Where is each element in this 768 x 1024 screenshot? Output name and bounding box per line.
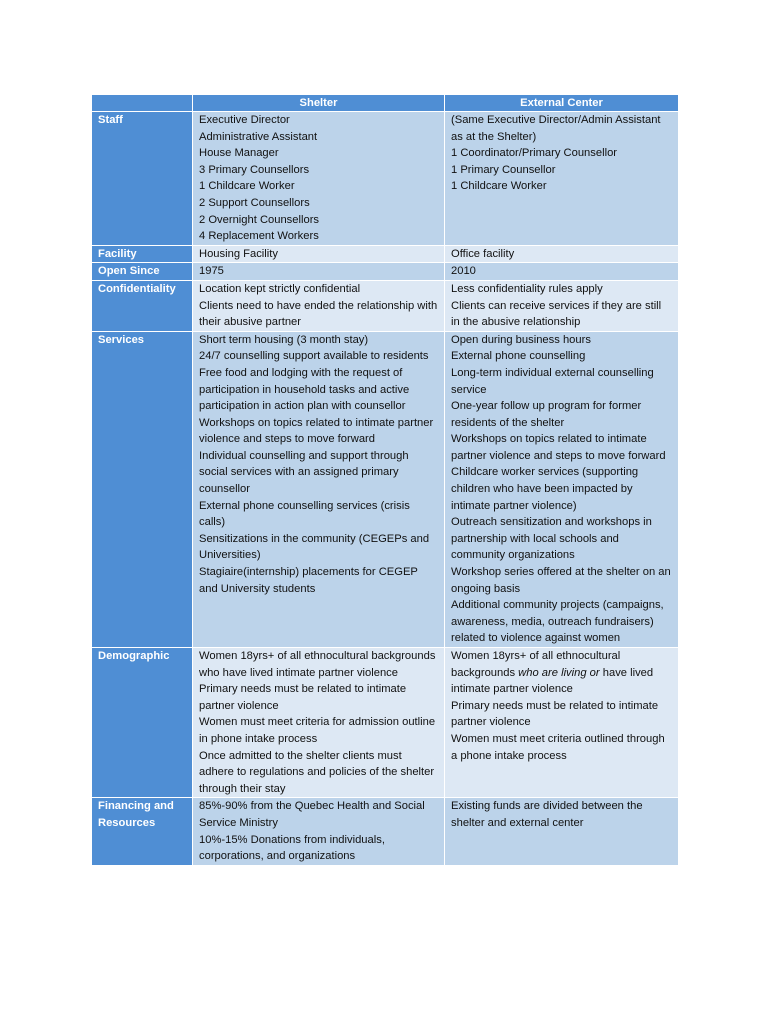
table-row-services	[92, 331, 679, 647]
cell-line: 2010	[451, 265, 476, 278]
table-row-open-since	[92, 263, 679, 281]
shelter-cell	[193, 112, 445, 246]
row-label: Confidentiality	[92, 280, 193, 331]
cell-line: Childcare worker services (supporting children who have been impacted by intimate partner violence)	[451, 466, 639, 512]
cell-line: Primary needs must be related to intimate partner violence	[451, 699, 659, 729]
external-cell	[445, 280, 679, 331]
table-row-financing	[92, 798, 679, 865]
cell-line: External phone counselling	[451, 350, 586, 363]
external-center-header: External Center	[445, 95, 679, 112]
cell-line: Once admitted to the shelter clients must adhere to regulations and policies of the shelter through their stay	[199, 749, 435, 795]
cell-line: Executive Director	[199, 114, 290, 126]
cell-line: House Manager	[199, 147, 279, 160]
table-row-demographic	[92, 648, 679, 798]
corner-header	[92, 95, 193, 112]
cell-text-italic: who are living or	[518, 666, 600, 679]
cell-line: Workshop series offered at the shelter on an ongoing basis	[451, 566, 671, 595]
cell-line: External phone counselling services (crisis calls)	[199, 499, 410, 529]
external-cell	[445, 112, 679, 246]
cell-line: Office facility	[451, 247, 515, 260]
cell-line	[451, 648, 672, 698]
table-row-staff	[92, 112, 679, 246]
cell-text: have lived intimate partner violence	[451, 666, 654, 696]
cell-line: Short term housing (3 month stay)	[199, 333, 369, 346]
shelter-cell	[193, 648, 445, 798]
cell-line: Administrative Assistant	[199, 130, 318, 143]
shelter-cell	[193, 263, 445, 281]
cell-line: Sensitizations in the community (CEGEPs and Universities)	[199, 532, 430, 562]
cell-line: Location kept strictly confidential	[199, 282, 361, 295]
cell-line: One-year follow up program for former residents of the shelter	[451, 400, 642, 429]
cell-line: 3 Primary Counsellors	[199, 163, 310, 176]
cell-line: Women 18yrs+ of all ethnocultural backgrounds who have lived intimate partner violence	[199, 650, 436, 679]
row-label: Financing and Resources	[92, 798, 193, 865]
table-row-confidentiality	[92, 280, 679, 331]
cell-line: Women must meet criteria for admission outline in phone intake process	[199, 716, 436, 745]
cell-line: Women must meet criteria outlined through a phone intake process	[451, 732, 665, 762]
external-cell	[445, 648, 679, 798]
external-cell	[445, 245, 679, 263]
row-label: Demographic	[92, 648, 193, 798]
comparison-table	[91, 94, 679, 866]
cell-line: Outreach sensitization and workshops in partnership with local schools and community organizations	[451, 516, 652, 562]
cell-text: Women 18yrs+ of all ethnocultural backgrounds	[451, 650, 621, 679]
cell-line: Workshops on topics related to intimate partner violence and steps to move forward	[199, 416, 434, 446]
cell-line: 2 Support Counsellors	[199, 196, 310, 209]
cell-line: 1975	[199, 265, 224, 278]
row-label: Facility	[92, 245, 193, 263]
cell-line: (Same Executive Director/Admin Assistant as at the Shelter)	[451, 114, 661, 143]
cell-line: 24/7 counselling support available to residents	[199, 350, 429, 363]
cell-line: Clients can receive services if they are still in the abusive relationship	[451, 299, 662, 329]
cell-line: 1 Childcare Worker	[451, 180, 547, 193]
cell-line: Long-term individual external counselling service	[451, 366, 654, 396]
cell-line: 1 Childcare Worker	[199, 180, 295, 193]
external-cell	[445, 798, 679, 865]
cell-line: Open during business hours	[451, 333, 591, 346]
cell-line: Existing funds are divided between the shelter and external center	[451, 800, 643, 829]
row-label: Open Since	[92, 263, 193, 281]
table-row-facility	[92, 245, 679, 263]
shelter-cell	[193, 280, 445, 331]
shelter-cell	[193, 245, 445, 263]
external-cell	[445, 331, 679, 647]
cell-line: Housing Facility	[199, 247, 278, 260]
cell-line: Less confidentiality rules apply	[451, 282, 603, 295]
cell-line: 1 Primary Counsellor	[451, 163, 556, 176]
cell-line: Free food and lodging with the request of participation in household tasks and active participation in action plan with counsellor	[199, 366, 410, 413]
cell-line: 10%-15% Donations from individuals, corporations, and organizations	[199, 833, 385, 863]
cell-line: 1 Coordinator/Primary Counsellor	[451, 147, 618, 160]
shelter-header: Shelter	[193, 95, 445, 112]
cell-line: Individual counselling and support through social services with an assigned primary counsellor	[199, 449, 409, 496]
cell-line: 85%-90% from the Quebec Health and Social Service Ministry	[199, 800, 425, 829]
cell-line: Workshops on topics related to intimate partner violence and steps to move forward	[451, 433, 666, 462]
cell-line: Primary needs must be related to intimate partner violence	[199, 683, 407, 712]
cell-line: 4 Replacement Workers	[199, 230, 319, 243]
row-label: Services	[92, 331, 193, 647]
cell-line: Additional community projects (campaigns, awareness, media, outreach fundraisers) related to violence against women	[451, 599, 664, 645]
cell-line: Stagiaire(internship) placements for CEGEP and University students	[199, 566, 418, 595]
cell-line: Clients need to have ended the relationship with their abusive partner	[199, 299, 438, 329]
shelter-cell	[193, 331, 445, 647]
shelter-cell	[193, 798, 445, 865]
table-header-row	[92, 95, 679, 112]
row-label: Staff	[92, 112, 193, 246]
cell-line: 2 Overnight Counsellors	[199, 213, 320, 226]
external-cell	[445, 263, 679, 281]
